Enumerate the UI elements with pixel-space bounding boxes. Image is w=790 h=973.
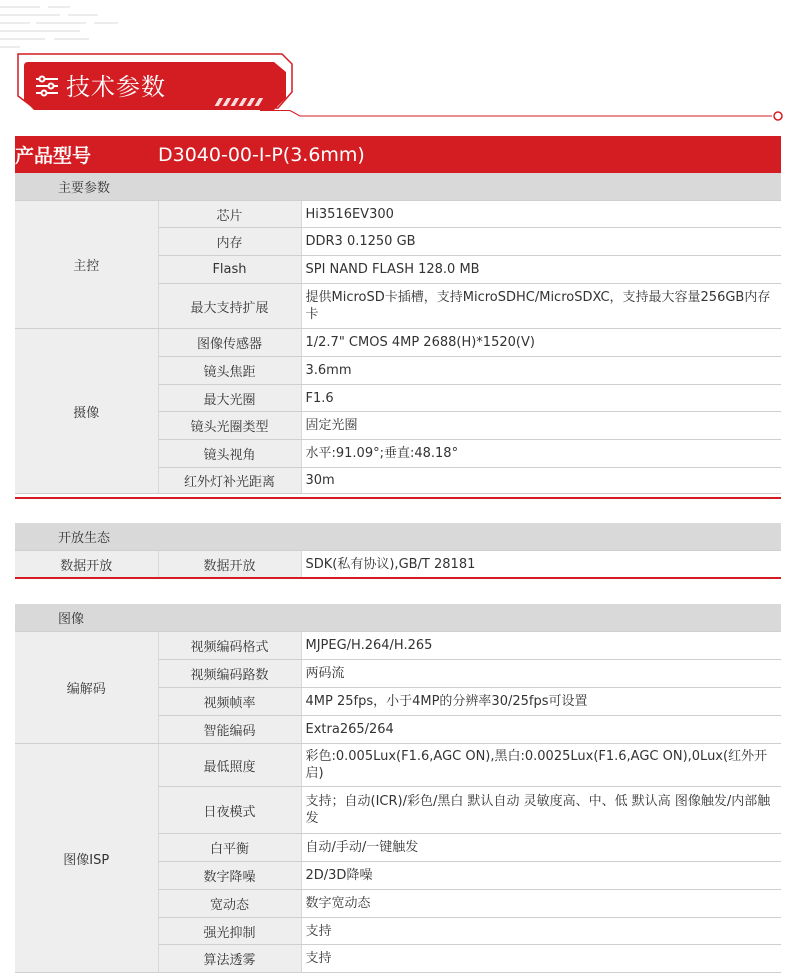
row-label: 镜头焦距 xyxy=(158,357,301,385)
row-value: 两码流 xyxy=(305,666,345,681)
model-label: 产品型号 xyxy=(15,136,158,173)
table-row xyxy=(15,201,781,228)
row-label: 镜头视角 xyxy=(158,440,301,468)
row-value: DDR3 0.1250 GB xyxy=(305,234,416,249)
row-label: 图像传感器 xyxy=(158,329,301,357)
row-label: Flash xyxy=(158,256,301,284)
row-value: 3.6mm xyxy=(305,363,352,378)
row-value: MJPEG/H.264/H.265 xyxy=(305,638,433,653)
row-label: 白平衡 xyxy=(158,834,301,862)
row-label: 视频编码格式 xyxy=(158,632,301,660)
group-label-data: 数据开放 xyxy=(15,551,158,578)
row-label: 芯片 xyxy=(158,201,301,228)
section-title: 开放生态 xyxy=(58,531,111,546)
row-value: SDK(私有协议),GB/T 28181 xyxy=(305,556,476,572)
spec-table-image xyxy=(15,604,781,973)
row-label: 视频编码路数 xyxy=(158,660,301,688)
row-value: 水平:91.09°;垂直:48.18° xyxy=(305,446,459,461)
row-label: 镜头光圈类型 xyxy=(158,412,301,440)
row-value: 支持 xyxy=(305,951,332,966)
section-header-image xyxy=(15,604,781,632)
table-row xyxy=(15,551,781,578)
section-title: 主要参数 xyxy=(58,181,111,196)
row-label: 数字降噪 xyxy=(158,862,301,890)
row-label: 红外灯补光距离 xyxy=(158,468,301,494)
row-value: 提供MicroSD卡插槽，支持MicroSDHC/MicroSDXC，支持最大容量256GB内存卡 xyxy=(305,290,771,322)
row-value: 2D/3D降噪 xyxy=(305,868,373,883)
row-value: 彩色:0.005Lux(F1.6,AGC ON),黑白:0.0025Lux(F1.6,AGC ON),0Lux(红外开启) xyxy=(305,749,768,781)
row-label: 日夜模式 xyxy=(158,787,301,834)
group-label-codec: 编解码 xyxy=(15,632,158,744)
row-value: 自动/手动/一键触发 xyxy=(305,840,419,855)
row-label: 强光抑制 xyxy=(158,918,301,945)
section-title: 图像 xyxy=(58,612,85,627)
sliders-icon xyxy=(34,74,60,98)
group-label-isp: 图像ISP xyxy=(15,744,158,973)
row-label: 最低照度 xyxy=(158,744,301,787)
spec-table-open xyxy=(15,523,781,578)
row-label: 最大支持扩展 xyxy=(158,284,301,329)
group-label-control: 主控 xyxy=(15,201,158,329)
row-label: 算法透雾 xyxy=(158,945,301,973)
section-header-open xyxy=(15,523,781,551)
table-row xyxy=(15,329,781,357)
page-title: 技术参数 xyxy=(66,73,166,101)
row-value: SPI NAND FLASH 128.0 MB xyxy=(305,262,480,277)
row-value: 数字宽动态 xyxy=(305,896,371,911)
group-label-camera: 摄像 xyxy=(15,329,158,494)
section-divider xyxy=(15,497,781,499)
row-label: 数据开放 xyxy=(158,551,301,578)
row-value: Extra265/264 xyxy=(305,722,394,737)
row-label: 智能编码 xyxy=(158,716,301,744)
section-divider xyxy=(15,577,781,579)
row-value: 支持 xyxy=(305,923,332,939)
decorative-line xyxy=(260,110,790,122)
spec-table-main xyxy=(15,136,781,494)
model-row xyxy=(15,136,781,173)
row-label: 视频帧率 xyxy=(158,688,301,716)
row-label: 宽动态 xyxy=(158,890,301,918)
row-value: Hi3516EV300 xyxy=(305,206,394,222)
decorative-dashes xyxy=(0,0,160,60)
row-value: F1.6 xyxy=(305,390,334,406)
model-value: D3040-00-I-P(3.6mm) xyxy=(158,136,781,173)
row-label: 内存 xyxy=(158,228,301,256)
row-value: 支持；自动(ICR)/彩色/黑白 默认自动 灵敏度高、中、低 默认高 图像触发/内部触发 xyxy=(305,794,771,826)
section-header-main xyxy=(15,173,781,201)
row-value: 固定光圈 xyxy=(305,418,358,433)
row-label: 最大光圈 xyxy=(158,385,301,412)
row-value: 4MP 25fps，小于4MP的分辨率30/25fps可设置 xyxy=(305,694,588,709)
table-row xyxy=(15,744,781,787)
row-value: 30m xyxy=(305,473,335,488)
table-row xyxy=(15,632,781,660)
row-value: 1/2.7" CMOS 4MP 2688(H)*1520(V) xyxy=(305,335,535,350)
